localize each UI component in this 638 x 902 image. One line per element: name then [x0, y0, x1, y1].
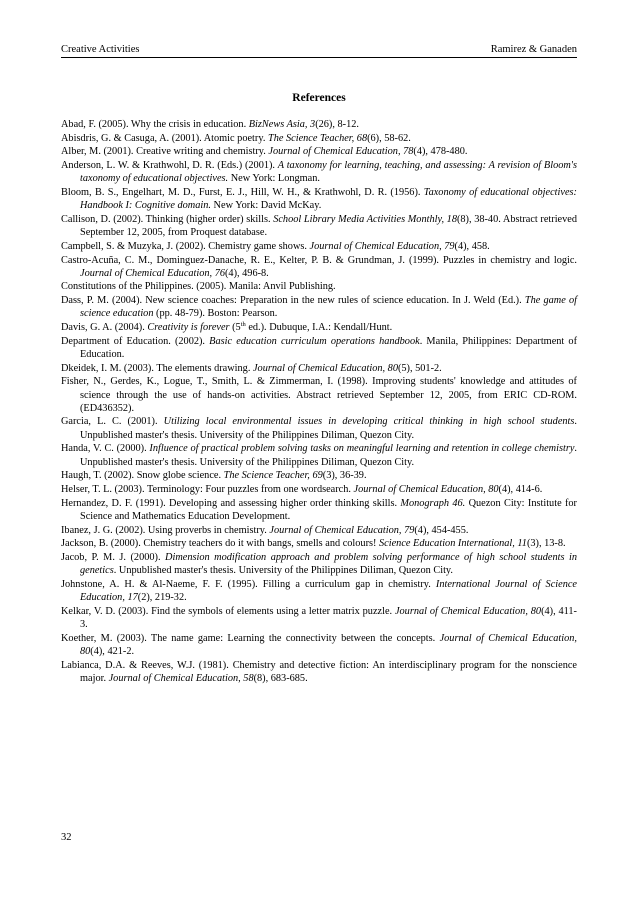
reference-text: Bloom, B. S., Engelhart, M. D., Furst, E. J., Hill, W. H., & Krathwohl, D. R. (1956). [61, 187, 424, 199]
reference-entry [61, 321, 577, 334]
reference-text: ed.). Dubuque, I.A.: Kendall/Hunt. [245, 322, 393, 334]
reference-text: Constitutions of the Philippines. (2005). Manila: Anvil Publishing. [61, 281, 336, 293]
reference-list [61, 118, 577, 686]
reference-entry [61, 537, 577, 550]
reference-text: . Unpublished master's thesis. University of the Philippines Diliman, Quezon City. [80, 416, 577, 441]
reference-entry [61, 362, 577, 375]
reference-text: Alber, M. (2001). Creative writing and chemistry. [61, 146, 269, 158]
reference-italic-text: Journal of Chemical Education, 79 [269, 524, 415, 536]
reference-text: (8), 38-40. Abstract retrieved September 12, 2005, from Proquest database. [80, 213, 577, 239]
reference-entry [61, 254, 577, 280]
reference-text: Dass, P. M. (2004). New science coaches: Preparation in the new rules of science education. In J. Weld (Ed.). [61, 295, 525, 307]
reference-text: (2), 219-32. [137, 592, 187, 604]
reference-text: Kelkar, V. D. (2003). Find the symbols of elements using a letter matrix puzzle. [61, 605, 395, 617]
reference-text: Haugh, T. (2002). Snow globe science. [61, 470, 224, 482]
reference-entry [61, 469, 577, 482]
reference-text: Hernandez, D. F. (1991). Developing and assessing higher order thinking skills. [61, 497, 401, 509]
reference-entry [61, 213, 577, 239]
reference-italic-text: Journal of Chemical Education, 80 [394, 605, 542, 617]
reference-text: (3), 13-8. [526, 538, 566, 550]
page-number: 32 [61, 832, 72, 843]
reference-entry [61, 483, 577, 496]
reference-text: Helser, T. L. (2003). Terminology: Four puzzles from one wordsearch. [61, 483, 354, 495]
reference-italic-text: Journal of Chemical Education, 79 [309, 240, 455, 252]
reference-text: Castro-Acuña, C. M., Dominguez-Danache, R. E., Kelter, P. B. & Grundman, J. (1999). Puzzles in chemistry and logic. [61, 254, 577, 266]
reference-text: (5), 501-2. [397, 362, 442, 374]
reference-text: (4), 414-6. [498, 483, 543, 495]
reference-text: . Manila, Philippines: Department of Education. [80, 335, 578, 360]
reference-text: Johnstone, A. H. & Al-Naeme, F. F. (1995). Filling a curriculum gap in chemistry. [61, 578, 436, 590]
reference-italic-text: Monograph 46. [400, 497, 466, 509]
reference-entry [61, 605, 577, 631]
reference-text: Handa, V. C. (2000). [61, 443, 150, 455]
reference-italic-text: Journal of Chemical Education, 76 [80, 267, 225, 279]
reference-entry [61, 159, 577, 185]
reference-italic-text: Journal of Chemical Education, 58 [108, 672, 254, 684]
reference-italic-text: Journal of Chemical Education, 78 [268, 146, 414, 158]
reference-text: Quezon City: Institute for Science and Mathematics Education Development. [80, 497, 577, 522]
reference-text: (5 [229, 322, 241, 334]
reference-text: Labianca, D.A. & Reeves, W.J. (1981). Chemistry and detective fiction: An interdisciplinary program for the nonscience major. [61, 659, 577, 684]
header-left-title: Creative Activities [61, 44, 140, 55]
reference-entry [61, 415, 577, 441]
reference-italic-text: The Science Teacher, 68 [267, 132, 368, 144]
reference-text: Garcia, L. C. (2001). [61, 416, 164, 428]
reference-italic-text: Dimension modification approach and problem solving performance of high school students in genetics [80, 552, 577, 577]
reference-text: . Unpublished master's thesis. University of the Philippines Diliman, Quezon City. [80, 443, 577, 468]
reference-text: Jacob, P. M. J. (2000). [61, 552, 166, 563]
reference-text: New York: David McKay. [210, 200, 322, 212]
reference-entry [61, 442, 577, 468]
reference-italic-text: A taxonomy for learning, teaching, and assessing: A revision of Bloom's taxonomy of educational objectives. [80, 160, 578, 185]
reference-text: Fisher, N., Gerdes, K., Logue, T., Smith, L. & Zimmerman, I. (1998). Improving students' knowledge and attitudes of science through the use of hands-on activities. Abstract retrieved September 12, 2005, from ERIC CD-ROM. (ED436352). [61, 376, 577, 414]
reference-text: New York: Longman. [228, 173, 320, 185]
reference-text: Campbell, S. & Muzyka, J. (2002). Chemistry game shows. [61, 240, 310, 252]
reference-entry [61, 632, 577, 658]
reference-italic-text: Journal of Chemical Education, 80 [80, 632, 578, 657]
reference-text: Abisdris, G. & Casuga, A. (2001). Atomic poetry. [61, 132, 268, 144]
reference-text: (4), 496-8. [225, 267, 269, 279]
reference-entry [61, 524, 577, 537]
reference-text: (4), 454-455. [414, 524, 469, 536]
reference-text: Jackson, B. (2000). Chemistry teachers do it with bangs, smells and colours! [61, 538, 380, 550]
reference-entry [61, 186, 577, 212]
reference-entry [61, 118, 577, 131]
reference-entry [61, 132, 577, 145]
reference-entry [61, 145, 577, 158]
reference-text: (pp. 48-79). Boston: Pearson. [153, 308, 278, 320]
reference-text: (4), 458. [454, 240, 490, 252]
reference-italic-text: Influence of practical problem solving tasks on meaningful learning and retention in college chemistry [149, 443, 575, 455]
reference-italic-text: Science Education International, 11 [379, 538, 527, 550]
reference-text: (6), 58-62. [367, 132, 411, 144]
reference-text: . Unpublished master's thesis. University of the Philippines Diliman, Quezon City. [113, 565, 453, 577]
reference-text: Department of Education. (2002). [61, 335, 210, 347]
reference-text: (8), 683-685. [253, 672, 308, 684]
reference-italic-text: International Journal of Science Education, 17 [80, 578, 577, 604]
reference-text: Dkeidek, I. M. (2003). The elements drawing. [61, 362, 253, 374]
reference-text: Abad, F. (2005). Why the crisis in education. [61, 119, 249, 130]
header-right-authors: Ramirez & Ganaden [490, 44, 577, 55]
reference-entry [61, 659, 577, 685]
reference-text: (4), 411-3. [80, 605, 577, 631]
reference-text: Davis, G. A. (2004). [61, 322, 148, 334]
reference-italic-text: School Library Media Activities Monthly, 18 [273, 213, 457, 225]
superscript: th [240, 321, 246, 329]
reference-text: (4), 421-2. [90, 645, 135, 657]
reference-text: (26), 8-12. [315, 119, 359, 130]
reference-text: Koether, M. (2003). The name game: Learning the connectivity between the concepts. [61, 632, 440, 644]
reference-entry [61, 551, 577, 577]
reference-text: Ibanez, J. G. (2002). Using proverbs in chemistry. [61, 524, 270, 536]
section-title: References [292, 92, 346, 104]
reference-italic-text: Creativity is forever [147, 322, 230, 334]
reference-entry [61, 280, 577, 293]
reference-italic-text: Journal of Chemical Education, 80 [252, 362, 398, 374]
reference-entry [61, 578, 577, 604]
reference-text: (4), 478-480. [413, 146, 468, 158]
reference-text: Callison, D. (2002). Thinking (higher order) skills. [61, 213, 274, 225]
reference-italic-text: The Science Teacher, 69 [223, 470, 323, 482]
reference-entry [61, 240, 577, 253]
running-header [61, 43, 577, 58]
reference-entry [61, 497, 577, 523]
reference-italic-text: Taxonomy of educational objectives: Handbook I: Cognitive domain. [80, 187, 577, 212]
reference-entry [61, 335, 577, 361]
reference-italic-text: Basic education curriculum operations handbook [209, 335, 420, 347]
reference-entry [61, 375, 577, 415]
reference-italic-text: The game of science education [80, 295, 577, 320]
reference-italic-text: BizNews Asia, 3 [248, 119, 316, 130]
reference-italic-text: Journal of Chemical Education, 80 [353, 483, 499, 495]
reference-italic-text: Utilizing local environmental issues in developing critical thinking in high school students [163, 416, 575, 428]
reference-entry [61, 294, 577, 320]
reference-text: (3), 36-39. [322, 470, 367, 482]
reference-text: Anderson, L. W. & Krathwohl, D. R. (Eds.) (2001). [61, 160, 278, 172]
